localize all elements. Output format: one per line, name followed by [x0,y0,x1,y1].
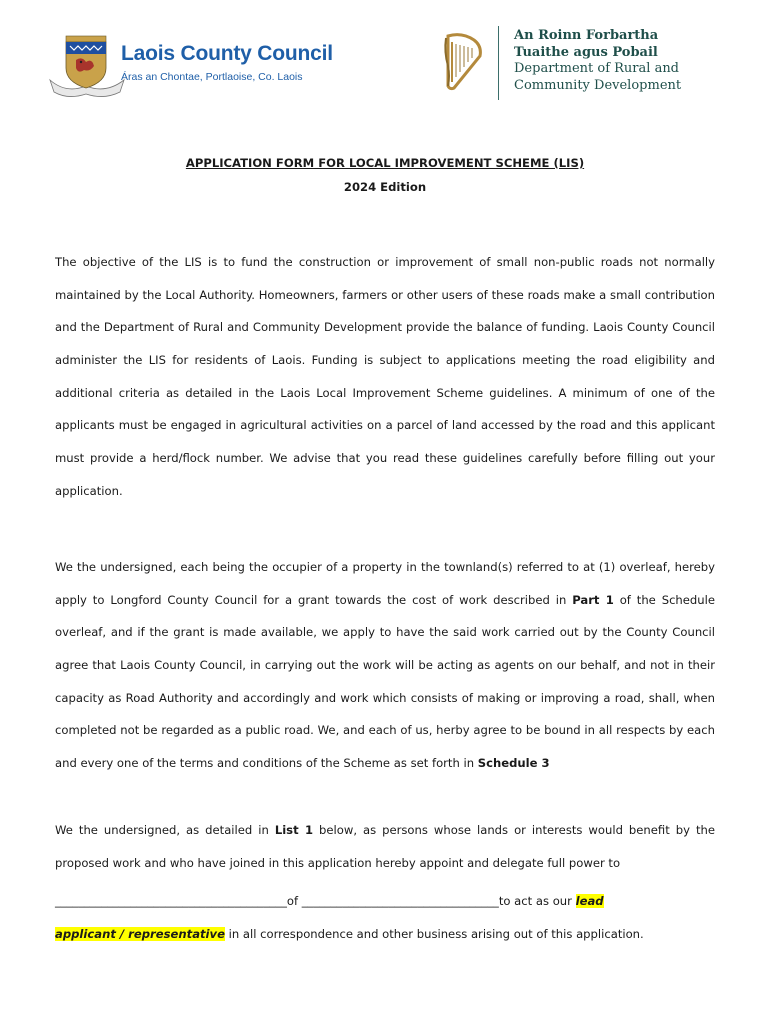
department-line-4: Community Development [514,77,682,93]
undertaking-line: completed not be regarded as a public road. We, and each of us, herby agree to be bound in all respects by each [55,723,715,738]
form-edition: 2024 Edition [343,180,427,194]
appointment-line: proposed work and who have joined in this application hereby appoint and delegate full power to [55,855,621,870]
undertaking-paragraph [55,551,715,780]
objective-line: applicants must be engaged in agricultural activities on a parcel of land accessed by the road and this applicant [55,418,715,433]
list-1-ref: List 1 [274,823,314,837]
part-1-ref: Part 1 [572,592,614,607]
representative-highlight: applicant / representative [55,927,225,941]
council-logo [48,34,348,98]
form-title [0,156,770,170]
representative-name-blank[interactable]: ________________________________________ [55,894,287,908]
department-line-2: Tuaithe agus Pobail [514,44,658,60]
department-line-1: An Roinn Forbartha [514,28,659,43]
department-logo [442,26,702,102]
objective-paragraph [55,246,715,508]
council-address: Áras an Chontae, Portlaoise, Co. Laois [121,71,303,83]
department-line-3: Department of Rural and [514,61,680,76]
representative-line: applicant / representative in all correspondence and other business arising out of this application. [55,927,644,941]
undertaking-line: We the undersigned, each being the occupier of a property in the townland(s) referred to at (1) overleaf, hereby [55,560,715,574]
objective-line: The objective of the LIS is to fund the construction or improvement of small non-public roads not normally [55,255,715,269]
department-divider [498,26,499,100]
council-crest-icon [48,34,126,98]
department-name [514,28,681,94]
harp-icon [442,32,484,92]
representative-address-blank[interactable]: __________________________________ [301,894,499,908]
objective-line: application. [55,483,123,498]
appointment-paragraph [55,814,715,879]
undertaking-line: apply to Longford County Council for a grant towards the cost of work described in Part 1 of the Schedule [55,592,715,607]
schedule-3-ref: Schedule 3 [477,756,550,771]
form-title-text: APPLICATION FORM FOR LOCAL IMPROVEMENT SCHEME (LIS) [185,156,585,170]
objective-line: additional criteria as detailed in the Laois Local Improvement Scheme guidelines. A minimum of one of the [55,385,715,400]
objective-line: and the Department of Rural and Community Development provide the balance of funding. Laois County Council [55,320,715,335]
undertaking-line: overleaf, and if the grant is made available, we apply to have the said work carried out by the County Council [55,625,715,640]
undertaking-line: agree that Laois County Council, in carrying out the work will be acting as agents on our behalf, and not in their [55,658,715,673]
objective-line: administer the LIS for residents of Laois. Funding is subject to applications meeting the road eligibility and [55,353,715,368]
representative-fill-line: ________________________________________of __________________________________to act as our lead [55,894,604,908]
lead-highlight: lead [575,894,604,908]
appointment-line: We the undersigned, as detailed in List 1 below, as persons whose lands or interests would benefit by the [55,823,715,837]
council-name: Laois County Council [121,42,333,65]
undertaking-line: capacity as Road Authority and accordingly and work which consists of making or improving a road, shall, when [55,690,715,705]
objective-line: must provide a herd/flock number. We advise that you read these guidelines carefully before filling out your [55,451,715,466]
undertaking-line: and every one of the terms and conditions of the Scheme as set forth in Schedule 3 [55,756,550,771]
objective-line: maintained by the Local Authority. Homeowners, farmers or other users of these roads make a small contribution [55,287,715,302]
